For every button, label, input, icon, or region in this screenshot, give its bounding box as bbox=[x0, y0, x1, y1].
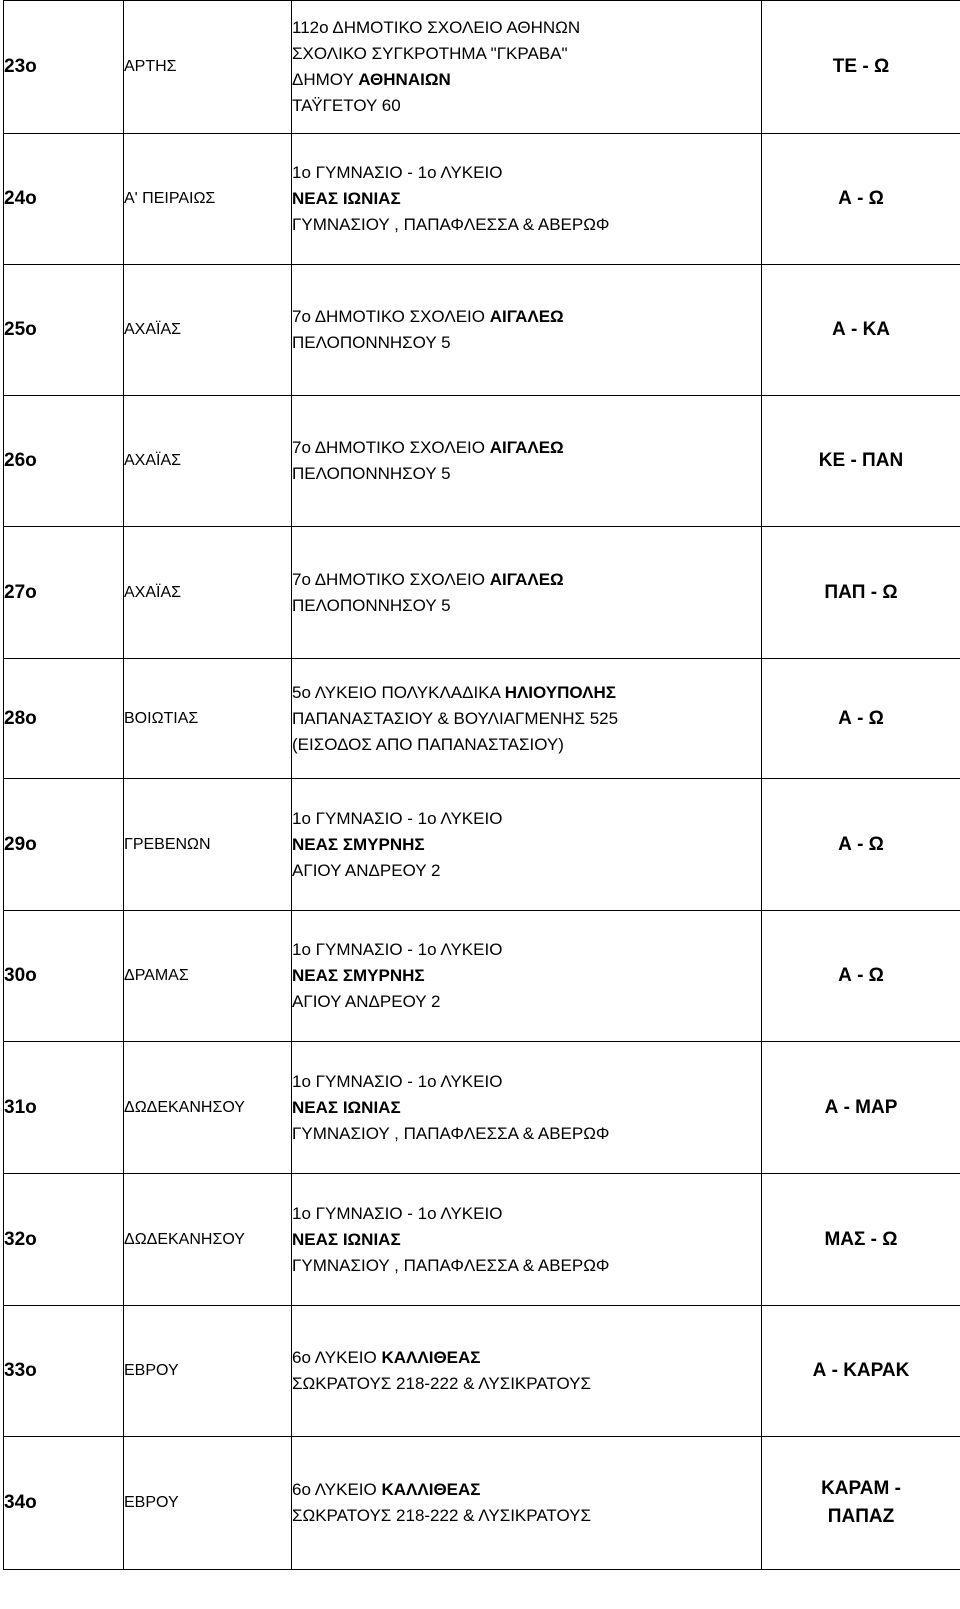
line-text: 1ο ΓΥΜΝΑΣΙΟ - 1ο ΛΥΚΕΙΟ bbox=[292, 163, 503, 182]
line-text: ΠΑΠΑΝΑΣΤΑΣΙΟΥ & ΒΟΥΛΙΑΓΜΕΝΗΣ 525 bbox=[292, 708, 619, 728]
school-line bbox=[292, 963, 761, 989]
area-name: ΝΕΑΣ ΣΜΥΡΝΗΣ bbox=[292, 966, 425, 985]
line-prefix: 6ο ΛΥΚΕΙΟ bbox=[292, 1480, 382, 1499]
line-text: ΣΩΚΡΑΤΟΥΣ 218-222 & ΛΥΣΙΚΡΑΤΟΥΣ bbox=[292, 1506, 592, 1525]
line-text: ΓΥΜΝΑΣΙΟΥ , ΠΑΠΑΦΛΕΣΣΑ & ΑΒΕΡΩΦ bbox=[292, 1255, 610, 1275]
school-address bbox=[292, 134, 762, 265]
area-name: ΚΑΛΛΙΘΕΑΣ bbox=[381, 1348, 481, 1367]
surname-range: ΜΑΣ - Ω bbox=[762, 1174, 960, 1306]
region-name: ΑΧΑΪΑΣ bbox=[124, 527, 292, 659]
line-text: ΑΓΙΟΥ ΑΝΔΡΕΟΥ 2 bbox=[292, 860, 441, 880]
surname-range: Α - Ω bbox=[762, 911, 960, 1042]
school-address bbox=[292, 527, 762, 659]
line-text: ΠΕΛΟΠΟΝΝΗΣΟΥ 5 bbox=[292, 333, 451, 352]
table-row bbox=[4, 396, 960, 527]
surname-range: ΠΑΠ - Ω bbox=[762, 527, 960, 659]
center-number: 26ο bbox=[4, 396, 124, 527]
school-line bbox=[292, 1069, 761, 1095]
school-address bbox=[292, 1042, 762, 1174]
line-prefix: 7ο ΔΗΜΟΤΙΚΟ ΣΧΟΛΕΙΟ bbox=[292, 569, 490, 589]
line-text: 1ο ΓΥΜΝΑΣΙΟ - 1ο ΛΥΚΕΙΟ bbox=[292, 1071, 503, 1091]
area-name: ΝΕΑΣ ΙΩΝΙΑΣ bbox=[292, 1097, 401, 1117]
school-line bbox=[292, 304, 761, 330]
table-row bbox=[4, 527, 960, 659]
school-line bbox=[292, 937, 761, 963]
region-name: ΔΩΔΕΚΑΝΗΣΟΥ bbox=[124, 1042, 292, 1174]
school-line bbox=[292, 330, 761, 356]
table-row bbox=[4, 779, 960, 911]
line-prefix: 5ο ΛΥΚΕΙΟ ΠΟΛΥΚΛΑΔΙΚΑ bbox=[292, 682, 505, 702]
school-line bbox=[292, 732, 761, 758]
region-name: ΑΧΑΪΑΣ bbox=[124, 396, 292, 527]
school-line bbox=[292, 461, 761, 487]
school-address bbox=[292, 659, 762, 779]
center-number: 30ο bbox=[4, 911, 124, 1042]
region-name: ΔΩΔΕΚΑΝΗΣΟΥ bbox=[124, 1174, 292, 1306]
line-text: (ΕΙΣΟΔΟΣ ΑΠΟ ΠΑΠΑΝΑΣΤΑΣΙΟΥ) bbox=[292, 734, 564, 754]
surname-range: Α - ΚΑΡΑΚ bbox=[762, 1306, 960, 1437]
center-number: 25ο bbox=[4, 265, 124, 396]
school-line bbox=[292, 212, 761, 238]
center-number: 24ο bbox=[4, 134, 124, 265]
center-number: 31ο bbox=[4, 1042, 124, 1174]
surname-range: Α - Ω bbox=[762, 659, 960, 779]
center-number: 23ο bbox=[4, 1, 124, 134]
region-name: Α' ΠΕΙΡΑΙΩΣ bbox=[124, 134, 292, 265]
region-name: ΓΡΕΒΕΝΩΝ bbox=[124, 779, 292, 911]
region-name: ΔΡΑΜΑΣ bbox=[124, 911, 292, 1042]
area-name: ΝΕΑΣ ΙΩΝΙΑΣ bbox=[292, 1229, 401, 1249]
school-line bbox=[292, 435, 761, 461]
region-name: ΑΡΤΗΣ bbox=[124, 1, 292, 134]
school-address bbox=[292, 1, 762, 134]
school-line bbox=[292, 186, 761, 212]
school-line bbox=[292, 1253, 761, 1279]
school-line bbox=[292, 806, 761, 832]
area-name: ΗΛΙΟΥΠΟΛΗΣ bbox=[504, 682, 616, 702]
center-number: 34ο bbox=[4, 1437, 124, 1570]
table-row bbox=[4, 911, 960, 1042]
line-text: ΓΥΜΝΑΣΙΟΥ , ΠΑΠΑΦΛΕΣΣΑ & ΑΒΕΡΩΦ bbox=[292, 215, 610, 234]
school-line bbox=[292, 67, 761, 93]
school-line bbox=[292, 1201, 761, 1227]
line-text: ΓΥΜΝΑΣΙΟΥ , ΠΑΠΑΦΛΕΣΣΑ & ΑΒΕΡΩΦ bbox=[292, 1123, 610, 1143]
area-name: ΑΘΗΝΑΙΩΝ bbox=[358, 70, 451, 89]
table-row bbox=[4, 134, 960, 265]
area-name: ΑΙΓΑΛΕΩ bbox=[489, 307, 564, 326]
school-address bbox=[292, 265, 762, 396]
school-line bbox=[292, 593, 761, 619]
school-line bbox=[292, 93, 761, 119]
school-line bbox=[292, 1503, 761, 1529]
exam-centers-table bbox=[3, 0, 960, 1570]
area-name: ΚΑΛΛΙΘΕΑΣ bbox=[381, 1480, 481, 1499]
region-name: ΕΒΡΟΥ bbox=[124, 1437, 292, 1570]
table-row bbox=[4, 1437, 960, 1570]
area-name: ΝΕΑΣ ΙΩΝΙΑΣ bbox=[292, 189, 401, 208]
center-number: 33ο bbox=[4, 1306, 124, 1437]
surname-range: Α - ΜΑΡ bbox=[762, 1042, 960, 1174]
region-name: ΒΟΙΩΤΙΑΣ bbox=[124, 659, 292, 779]
school-line bbox=[292, 989, 761, 1015]
surname-range: ΤΕ - Ω bbox=[762, 1, 960, 134]
school-line bbox=[292, 1227, 761, 1253]
region-name: ΕΒΡΟΥ bbox=[124, 1306, 292, 1437]
school-address bbox=[292, 1437, 762, 1570]
table-row bbox=[4, 1174, 960, 1306]
line-text: ΣΧΟΛΙΚΟ ΣΥΓΚΡΟΤΗΜΑ "ΓΚΡΑΒΑ" bbox=[292, 44, 568, 63]
line-text: 112ο ΔΗΜΟΤΙΚΟ ΣΧΟΛΕΙΟ ΑΘΗΝΩΝ bbox=[292, 18, 581, 37]
school-line bbox=[292, 567, 761, 593]
school-line bbox=[292, 1477, 761, 1503]
surname-range: Α - Ω bbox=[762, 779, 960, 911]
table-row bbox=[4, 1042, 960, 1174]
school-line bbox=[292, 1345, 761, 1371]
table-row bbox=[4, 1, 960, 134]
center-number: 29ο bbox=[4, 779, 124, 911]
school-line bbox=[292, 1121, 761, 1147]
surname-range: Α - Ω bbox=[762, 134, 960, 265]
line-text: ΠΕΛΟΠΟΝΝΗΣΟΥ 5 bbox=[292, 464, 451, 483]
line-text: 1ο ΓΥΜΝΑΣΙΟ - 1ο ΛΥΚΕΙΟ bbox=[292, 808, 503, 828]
school-line bbox=[292, 858, 761, 884]
school-line bbox=[292, 1371, 761, 1397]
line-text: ΑΓΙΟΥ ΑΝΔΡΕΟΥ 2 bbox=[292, 992, 441, 1011]
surname-range: Α - ΚΑ bbox=[762, 265, 960, 396]
line-text: 1ο ΓΥΜΝΑΣΙΟ - 1ο ΛΥΚΕΙΟ bbox=[292, 1203, 503, 1223]
table-row bbox=[4, 659, 960, 779]
surname-range: ΚΑΡΑΜ - ΠΑΠΑΖ bbox=[762, 1437, 960, 1570]
region-name: ΑΧΑΪΑΣ bbox=[124, 265, 292, 396]
center-number: 27ο bbox=[4, 527, 124, 659]
school-address bbox=[292, 1306, 762, 1437]
school-line bbox=[292, 706, 761, 732]
line-text: ΠΕΛΟΠΟΝΝΗΣΟΥ 5 bbox=[292, 595, 451, 615]
school-line bbox=[292, 41, 761, 67]
school-line bbox=[292, 1095, 761, 1121]
center-number: 32ο bbox=[4, 1174, 124, 1306]
school-address bbox=[292, 779, 762, 911]
school-line bbox=[292, 15, 761, 41]
line-prefix: 6ο ΛΥΚΕΙΟ bbox=[292, 1348, 382, 1367]
line-text: ΣΩΚΡΑΤΟΥΣ 218-222 & ΛΥΣΙΚΡΑΤΟΥΣ bbox=[292, 1374, 592, 1393]
table-body bbox=[4, 1, 960, 1570]
school-address bbox=[292, 396, 762, 527]
line-text: ΤΑΫΓΕΤΟΥ 60 bbox=[292, 96, 401, 115]
area-name: ΝΕΑΣ ΣΜΥΡΝΗΣ bbox=[292, 834, 425, 854]
school-address bbox=[292, 1174, 762, 1306]
area-name: ΑΙΓΑΛΕΩ bbox=[489, 569, 564, 589]
school-address bbox=[292, 911, 762, 1042]
center-number: 28ο bbox=[4, 659, 124, 779]
line-prefix: 7ο ΔΗΜΟΤΙΚΟ ΣΧΟΛΕΙΟ bbox=[292, 307, 490, 326]
surname-range: ΚΕ - ΠΑΝ bbox=[762, 396, 960, 527]
table-row bbox=[4, 265, 960, 396]
area-name: ΑΙΓΑΛΕΩ bbox=[489, 438, 564, 457]
school-line bbox=[292, 160, 761, 186]
table-row bbox=[4, 1306, 960, 1437]
line-prefix: ΔΗΜΟΥ bbox=[292, 70, 359, 89]
line-prefix: 7ο ΔΗΜΟΤΙΚΟ ΣΧΟΛΕΙΟ bbox=[292, 438, 490, 457]
school-line bbox=[292, 832, 761, 858]
line-text: 1ο ΓΥΜΝΑΣΙΟ - 1ο ΛΥΚΕΙΟ bbox=[292, 940, 503, 959]
school-line bbox=[292, 680, 761, 706]
